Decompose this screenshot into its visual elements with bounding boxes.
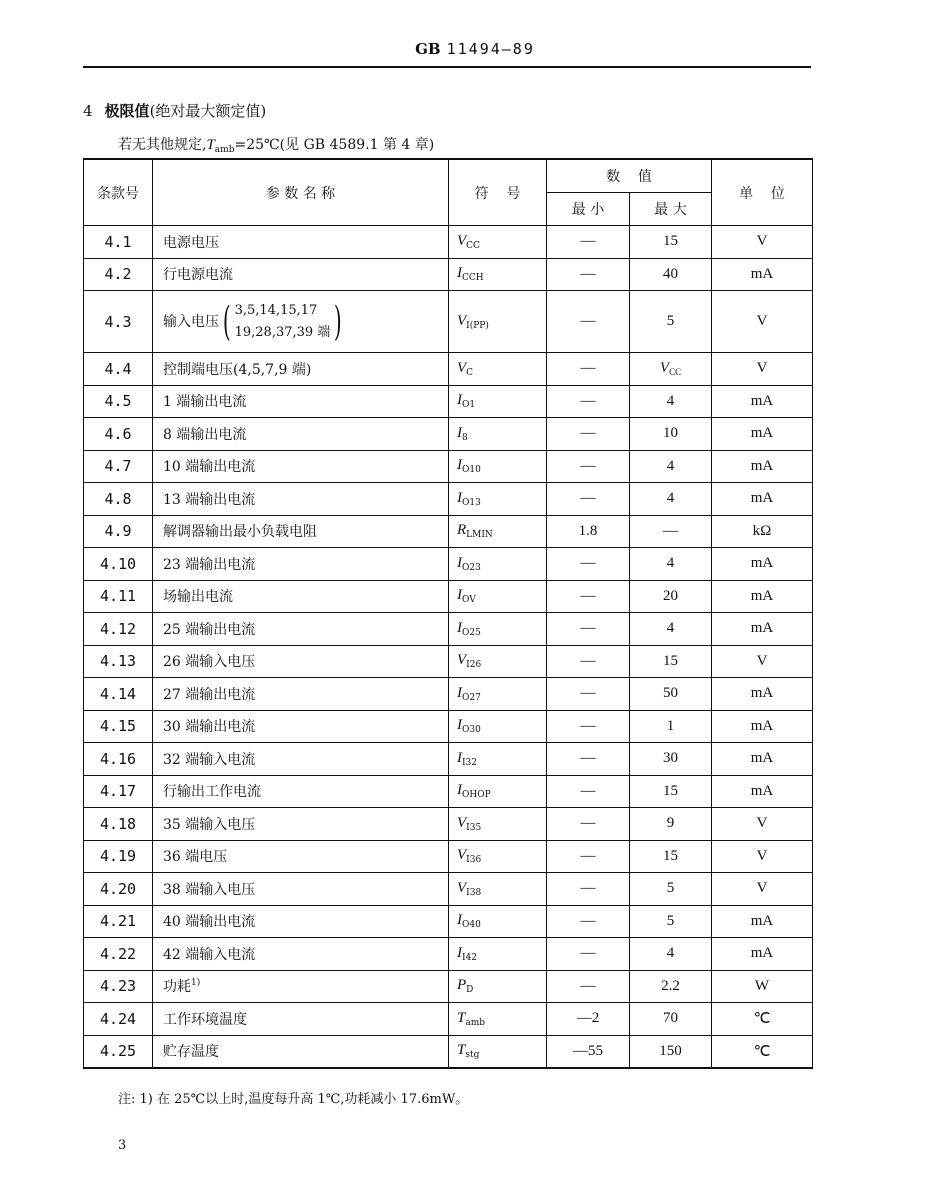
parameter-name-text: 36 端电压 <box>163 849 228 866</box>
cell-unit: mA <box>712 613 813 646</box>
cell-symbol <box>449 905 547 938</box>
table-row <box>84 548 813 581</box>
symbol-subscript: D <box>466 985 474 996</box>
page-number: 3 <box>118 1138 127 1153</box>
cell-clause-number: 4.6 <box>84 418 153 451</box>
cell-symbol <box>449 291 547 353</box>
cell-unit: mA <box>712 678 813 711</box>
symbol-letter: I <box>457 749 462 766</box>
cell-unit: kΩ <box>712 515 813 548</box>
cell-min: — <box>547 808 630 841</box>
cell-min: — <box>547 483 630 516</box>
cell-unit: mA <box>712 580 813 613</box>
table-row <box>84 840 813 873</box>
cell-symbol <box>449 970 547 1003</box>
cell-clause-number: 4.22 <box>84 938 153 971</box>
parameter-name-text: 25 端输出电流 <box>163 621 256 638</box>
parameter-name-text: 35 端输入电压 <box>163 816 256 833</box>
section-heading <box>83 100 266 121</box>
cell-symbol <box>449 450 547 483</box>
symbol-subscript: I26 <box>466 660 482 671</box>
symbol-subscript: stg <box>465 1050 480 1061</box>
symbol-letter: V <box>457 359 467 376</box>
pin-list-line-2: 19,28,37,39 端 <box>234 324 331 340</box>
cell-symbol <box>449 645 547 678</box>
symbol-subscript: I35 <box>466 822 482 833</box>
header-symbol: 符 号 <box>449 159 547 226</box>
cell-symbol <box>449 743 547 776</box>
symbol-letter: I <box>457 944 462 961</box>
symbol-letter: V <box>457 312 467 329</box>
symbol-subscript: O23 <box>462 562 481 573</box>
cell-unit: ℃ <box>712 1035 813 1068</box>
limits-table <box>83 158 813 1069</box>
cell-parameter-name <box>153 548 449 581</box>
footnote-marker: 1) <box>191 978 201 989</box>
cell-unit: V <box>712 226 813 259</box>
cell-unit: mA <box>712 710 813 743</box>
header-min: 最 小 <box>547 193 630 226</box>
cell-min: — <box>547 548 630 581</box>
condition-subscript: amb <box>214 145 235 155</box>
cell-min: 1.8 <box>547 515 630 548</box>
cell-clause-number: 4.5 <box>84 385 153 418</box>
cell-unit: V <box>712 873 813 906</box>
table-row <box>84 258 813 291</box>
cell-parameter-name <box>153 1003 449 1036</box>
parameter-name-text: 1 端输出电流 <box>163 394 247 411</box>
table-row <box>84 483 813 516</box>
table-row <box>84 743 813 776</box>
cell-max <box>630 353 712 386</box>
cell-clause-number: 4.12 <box>84 613 153 646</box>
cell-max: 4 <box>630 613 712 646</box>
symbol-subscript: I32 <box>462 757 478 768</box>
cell-symbol <box>449 613 547 646</box>
parameter-name-text: 输入电压 <box>163 313 219 330</box>
cell-clause-number: 4.7 <box>84 450 153 483</box>
cell-clause-number: 4.21 <box>84 905 153 938</box>
cell-max: 15 <box>630 226 712 259</box>
cell-parameter-name <box>153 226 449 259</box>
symbol-subscript: C <box>466 367 474 378</box>
cell-unit: V <box>712 353 813 386</box>
cell-unit: V <box>712 645 813 678</box>
parameter-name-text: 工作环境温度 <box>163 1011 247 1028</box>
cell-parameter-name <box>153 873 449 906</box>
cell-clause-number: 4.24 <box>84 1003 153 1036</box>
cell-min: —55 <box>547 1035 630 1068</box>
cell-unit: ℃ <box>712 1003 813 1036</box>
cell-unit: mA <box>712 450 813 483</box>
footnote: 注: 1) 在 25℃以上时,温度每升高 1℃,功耗减小 17.6mW。 <box>118 1092 469 1107</box>
cell-clause-number: 4.17 <box>84 775 153 808</box>
symbol-subscript: O30 <box>462 725 481 736</box>
cell-clause-number: 4.15 <box>84 710 153 743</box>
section-title-suffix: (绝对最大额定值) <box>149 102 267 120</box>
cell-min: —2 <box>547 1003 630 1036</box>
parameter-name-text: 30 端输出电流 <box>163 719 256 736</box>
cell-symbol <box>449 1035 547 1068</box>
parameter-name-text: 13 端输出电流 <box>163 491 256 508</box>
symbol-letter: T <box>457 1042 466 1059</box>
table-row <box>84 226 813 259</box>
cell-min: — <box>547 580 630 613</box>
cell-min: — <box>547 938 630 971</box>
table-row <box>84 450 813 483</box>
cell-min: — <box>547 645 630 678</box>
symbol-letter: I <box>457 619 462 636</box>
cell-symbol <box>449 678 547 711</box>
symbol-letter: I <box>457 684 462 701</box>
cell-max: 15 <box>630 840 712 873</box>
header-max: 最 大 <box>630 193 712 226</box>
symbol-letter: R <box>457 522 467 539</box>
symbol-letter: I <box>457 587 462 604</box>
cell-max: 4 <box>630 938 712 971</box>
cell-parameter-name <box>153 905 449 938</box>
cell-unit: mA <box>712 938 813 971</box>
parameter-name-text: 32 端输入电流 <box>163 751 256 768</box>
parameter-name-text: 27 端输出电流 <box>163 686 256 703</box>
section-number: 4 <box>83 102 93 120</box>
symbol-subscript: OV <box>462 595 476 606</box>
table-row <box>84 291 813 353</box>
cell-parameter-name <box>153 645 449 678</box>
cell-min: — <box>547 678 630 711</box>
symbol-letter: V <box>457 232 467 249</box>
symbol-subscript: CCH <box>462 273 484 284</box>
pin-list-line-1: 3,5,14,15,17 <box>234 302 318 318</box>
cell-max: 1 <box>630 710 712 743</box>
cell-max: 50 <box>630 678 712 711</box>
cell-symbol <box>449 385 547 418</box>
symbol-letter: I <box>457 424 462 441</box>
cell-clause-number: 4.3 <box>84 291 153 353</box>
symbol-subscript: LMIN <box>466 530 493 541</box>
symbol-letter: P <box>457 977 467 994</box>
parameter-name-text: 解调器输出最小负载电阻 <box>163 524 317 541</box>
cell-max: 4 <box>630 385 712 418</box>
cell-max: 2.2 <box>630 970 712 1003</box>
parameter-name-text: 38 端输入电压 <box>163 881 256 898</box>
cell-min: — <box>547 418 630 451</box>
parameter-name-text: 贮存温度 <box>163 1044 219 1061</box>
symbol-letter: V <box>457 652 467 669</box>
cell-min: — <box>547 385 630 418</box>
cell-symbol <box>449 580 547 613</box>
symbol-subscript: O25 <box>462 627 481 638</box>
cell-parameter-name <box>153 970 449 1003</box>
symbol-subscript: I38 <box>466 887 482 898</box>
header-unit: 单 位 <box>712 159 813 226</box>
page-header <box>0 40 950 58</box>
cell-parameter-name <box>153 775 449 808</box>
parameter-name-text: 8 端输出电流 <box>163 426 247 443</box>
symbol-letter: T <box>457 1009 466 1026</box>
cell-max: 4 <box>630 483 712 516</box>
parameter-name-text: 功耗 <box>163 979 191 996</box>
cell-max: 30 <box>630 743 712 776</box>
cell-min: — <box>547 353 630 386</box>
cell-max: 20 <box>630 580 712 613</box>
cell-symbol <box>449 548 547 581</box>
header-param: 参 数 名 称 <box>153 159 449 226</box>
cell-parameter-name <box>153 840 449 873</box>
symbol-subscript: OHOP <box>462 790 491 801</box>
header-value: 数 值 <box>547 159 712 193</box>
cell-parameter-name <box>153 353 449 386</box>
symbol-letter: V <box>457 847 467 864</box>
cell-parameter-name <box>153 450 449 483</box>
section-title: 极限值 <box>104 102 150 120</box>
table-row <box>84 678 813 711</box>
cell-min: — <box>547 873 630 906</box>
parameter-name-text: 控制端电压(4,5,7,9 端) <box>163 361 312 378</box>
parameter-name-text: 行电源电流 <box>163 267 233 284</box>
table-row <box>84 808 813 841</box>
cell-symbol <box>449 1003 547 1036</box>
parameter-name-text: 行输出工作电流 <box>163 784 261 801</box>
symbol-subscript: O13 <box>462 497 481 508</box>
cell-symbol <box>449 938 547 971</box>
cell-min: — <box>547 450 630 483</box>
table-row <box>84 645 813 678</box>
parameter-name-text: 42 端输入电流 <box>163 946 256 963</box>
table-row <box>84 353 813 386</box>
condition-symbol: T <box>206 137 215 153</box>
cell-parameter-name <box>153 515 449 548</box>
condition-suffix: =25℃(见 GB 4589.1 第 4 章) <box>234 137 435 153</box>
cell-clause-number: 4.9 <box>84 515 153 548</box>
symbol-subscript: I(PP) <box>466 320 489 331</box>
cell-unit: V <box>712 840 813 873</box>
symbol-letter: I <box>457 392 462 409</box>
cell-max: 5 <box>630 905 712 938</box>
standard-number: 11494—89 <box>446 40 535 58</box>
table-row <box>84 775 813 808</box>
cell-clause-number: 4.19 <box>84 840 153 873</box>
cell-clause-number: 4.8 <box>84 483 153 516</box>
table-body <box>84 226 813 1069</box>
cell-unit: mA <box>712 418 813 451</box>
cell-parameter-name <box>153 580 449 613</box>
symbol-letter: I <box>457 489 462 506</box>
cell-max: — <box>630 515 712 548</box>
cell-max: 5 <box>630 873 712 906</box>
cell-unit: V <box>712 808 813 841</box>
cell-max: 10 <box>630 418 712 451</box>
standard-prefix: GB <box>415 40 441 58</box>
header-clause: 条款号 <box>84 159 153 226</box>
table-row <box>84 938 813 971</box>
cell-symbol <box>449 258 547 291</box>
symbol-letter: V <box>457 814 467 831</box>
cell-clause-number: 4.1 <box>84 226 153 259</box>
table-row <box>84 873 813 906</box>
cell-clause-number: 4.20 <box>84 873 153 906</box>
cell-clause-number: 4.11 <box>84 580 153 613</box>
table-row <box>84 580 813 613</box>
cell-clause-number: 4.14 <box>84 678 153 711</box>
symbol-letter: I <box>457 717 462 734</box>
cell-min: — <box>547 905 630 938</box>
table-row <box>84 710 813 743</box>
symbol-subscript: amb <box>465 1017 486 1028</box>
cell-unit: mA <box>712 483 813 516</box>
parameter-name-text: 电源电压 <box>163 234 219 251</box>
cell-max: 5 <box>630 291 712 353</box>
cell-parameter-name <box>153 613 449 646</box>
cell-symbol <box>449 775 547 808</box>
table-row <box>84 970 813 1003</box>
cell-unit: mA <box>712 548 813 581</box>
cell-clause-number: 4.25 <box>84 1035 153 1068</box>
cell-symbol <box>449 418 547 451</box>
max-symbol: V <box>659 360 670 377</box>
table-row <box>84 515 813 548</box>
symbol-subscript: O40 <box>462 920 481 931</box>
cell-parameter-name <box>153 1035 449 1068</box>
symbol-subscript: O10 <box>462 465 481 476</box>
cell-min: — <box>547 710 630 743</box>
table-row <box>84 1035 813 1068</box>
cell-min: — <box>547 226 630 259</box>
table-row <box>84 385 813 418</box>
symbol-letter: I <box>457 554 462 571</box>
cell-unit: mA <box>712 385 813 418</box>
cell-clause-number: 4.16 <box>84 743 153 776</box>
cell-min: — <box>547 743 630 776</box>
cell-unit: W <box>712 970 813 1003</box>
symbol-letter: I <box>457 265 462 282</box>
parameter-name-text: 26 端输入电压 <box>163 654 256 671</box>
cell-symbol <box>449 515 547 548</box>
parameter-name-text: 23 端输出电流 <box>163 556 256 573</box>
cell-parameter-name <box>153 291 449 353</box>
cell-parameter-name <box>153 808 449 841</box>
cell-symbol <box>449 226 547 259</box>
cell-unit: mA <box>712 775 813 808</box>
symbol-subscript: CC <box>466 240 480 251</box>
cell-parameter-name <box>153 418 449 451</box>
cell-clause-number: 4.2 <box>84 258 153 291</box>
cell-min: — <box>547 970 630 1003</box>
condition-prefix: 若无其他规定, <box>118 137 207 153</box>
cell-unit: V <box>712 291 813 353</box>
symbol-letter: V <box>457 879 467 896</box>
table-row <box>84 613 813 646</box>
cell-min: — <box>547 258 630 291</box>
cell-max: 4 <box>630 450 712 483</box>
cell-unit: mA <box>712 258 813 291</box>
symbol-subscript: O1 <box>462 400 476 411</box>
cell-symbol <box>449 808 547 841</box>
cell-clause-number: 4.13 <box>84 645 153 678</box>
cell-parameter-name <box>153 938 449 971</box>
symbol-subscript: 8 <box>462 432 468 443</box>
cell-clause-number: 4.18 <box>84 808 153 841</box>
cell-unit: mA <box>712 743 813 776</box>
cell-max: 40 <box>630 258 712 291</box>
cell-min: — <box>547 613 630 646</box>
cell-parameter-name <box>153 483 449 516</box>
cell-parameter-name <box>153 743 449 776</box>
symbol-subscript: I36 <box>466 855 482 866</box>
cell-symbol <box>449 353 547 386</box>
cell-clause-number: 4.4 <box>84 353 153 386</box>
cell-clause-number: 4.23 <box>84 970 153 1003</box>
cell-max: 9 <box>630 808 712 841</box>
cell-parameter-name <box>153 678 449 711</box>
cell-max: 4 <box>630 548 712 581</box>
max-subscript: CC <box>669 367 682 378</box>
symbol-subscript: I42 <box>462 952 478 963</box>
symbol-subscript: O27 <box>462 692 481 703</box>
parameter-name-text: 场输出电流 <box>163 589 233 606</box>
cell-parameter-name <box>153 385 449 418</box>
cell-min: — <box>547 840 630 873</box>
symbol-letter: I <box>457 912 462 929</box>
cell-symbol <box>449 483 547 516</box>
symbol-letter: I <box>457 782 462 799</box>
cell-parameter-name <box>153 710 449 743</box>
cell-max: 150 <box>630 1035 712 1068</box>
symbol-letter: I <box>457 457 462 474</box>
cell-unit: mA <box>712 905 813 938</box>
cell-max: 15 <box>630 775 712 808</box>
cell-max: 15 <box>630 645 712 678</box>
parameter-name-text: 40 端输出电流 <box>163 914 256 931</box>
table-row <box>84 905 813 938</box>
cell-max: 70 <box>630 1003 712 1036</box>
cell-symbol <box>449 873 547 906</box>
cell-parameter-name <box>153 258 449 291</box>
cell-symbol <box>449 710 547 743</box>
cell-clause-number: 4.10 <box>84 548 153 581</box>
table-row <box>84 1003 813 1036</box>
pin-list-bracket: ( 3,5,14,15,17 19,28,37,39 端 ) <box>222 298 343 345</box>
cell-min: — <box>547 775 630 808</box>
cell-symbol <box>449 840 547 873</box>
condition-text <box>118 134 434 155</box>
table-row <box>84 418 813 451</box>
parameter-name-text: 10 端输出电流 <box>163 459 256 476</box>
cell-min: — <box>547 291 630 353</box>
header-rule <box>83 66 811 68</box>
